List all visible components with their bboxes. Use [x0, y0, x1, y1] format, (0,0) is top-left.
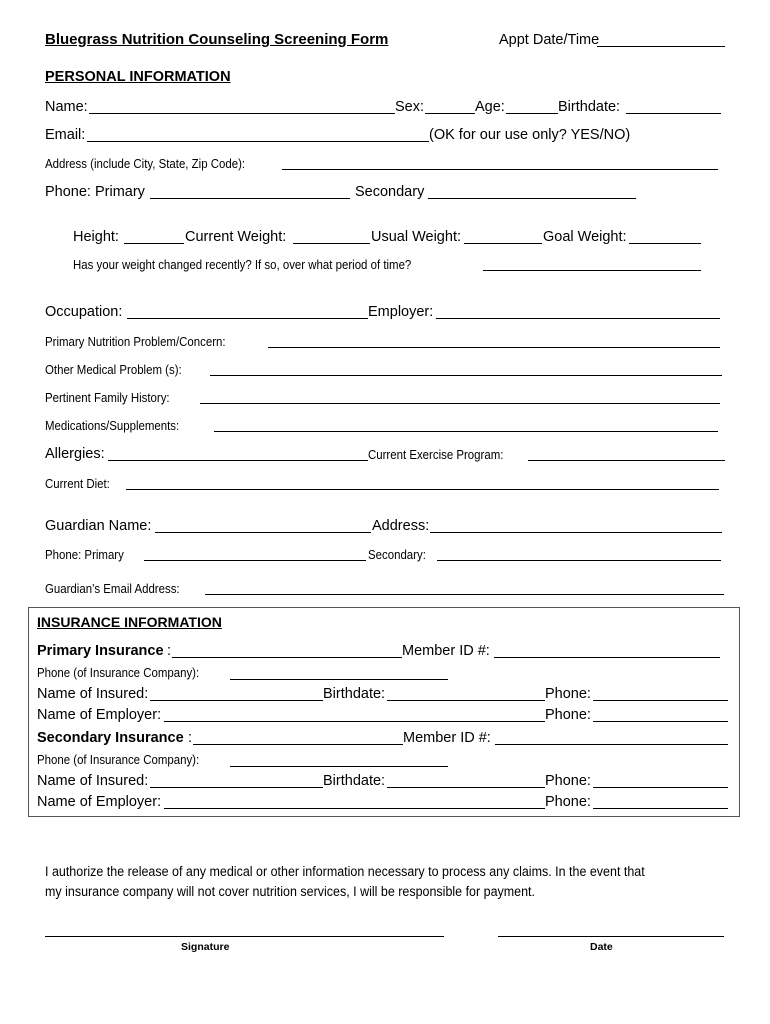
date-label: Date	[590, 941, 613, 953]
weight-changed-label: Has your weight changed recently? If so, over what period of time?	[73, 257, 412, 272]
appt-date-field[interactable]	[597, 46, 725, 47]
guardian-name-label: Guardian Name:	[45, 518, 152, 534]
primary-member-id-label: Member ID #:	[402, 643, 490, 659]
phone-secondary-field[interactable]	[428, 198, 636, 199]
email-label: Email:	[45, 127, 86, 143]
name-label: Name:	[45, 99, 88, 115]
primary-employer-phone-label: Phone:	[545, 707, 591, 723]
birthdate-field[interactable]	[626, 113, 721, 114]
allergies-label: Allergies:	[45, 446, 105, 462]
guardian-email-field[interactable]	[205, 594, 724, 595]
secondary-insured-name-field[interactable]	[150, 787, 323, 788]
personal-info-heading: PERSONAL INFORMATION	[45, 69, 231, 85]
guardian-secondary-field[interactable]	[437, 560, 721, 561]
secondary-insured-birthdate-field[interactable]	[387, 787, 545, 788]
phone-secondary-label: Secondary	[355, 184, 425, 200]
goal-weight-label: Goal Weight:	[543, 229, 627, 245]
primary-insured-phone-field[interactable]	[593, 700, 728, 701]
age-label: Age:	[475, 99, 505, 115]
secondary-employer-phone-field[interactable]	[593, 808, 728, 809]
guardian-email-label: Guardian’s Email Address:	[45, 581, 180, 596]
height-label: Height:	[73, 229, 119, 245]
weight-changed-field[interactable]	[483, 270, 701, 271]
current-weight-field[interactable]	[293, 243, 370, 244]
primary-insurance-label: Primary Insurance	[37, 643, 164, 659]
primary-insurance-colon: :	[167, 643, 172, 659]
primary-insured-name-label: Name of Insured:	[37, 686, 149, 702]
authorization-text-line-2: my insurance company will not cover nutrition services, I will be responsible for payment.	[45, 884, 536, 899]
current-diet-field[interactable]	[126, 489, 719, 490]
guardian-address-label: Address:	[372, 518, 430, 534]
allergies-field[interactable]	[108, 460, 368, 461]
primary-insured-birthdate-field[interactable]	[387, 700, 545, 701]
family-history-label: Pertinent Family History:	[45, 390, 170, 405]
current-weight-label: Current Weight:	[185, 229, 287, 245]
guardian-name-field[interactable]	[155, 532, 371, 533]
secondary-insured-birthdate-label: Birthdate:	[323, 773, 386, 789]
primary-employer-phone-field[interactable]	[593, 721, 728, 722]
date-field[interactable]	[498, 936, 724, 937]
insurance-heading: INSURANCE INFORMATION	[37, 614, 222, 630]
name-field[interactable]	[89, 113, 395, 114]
authorization-text-line-1: I authorize the release of any medical or other information necessary to process any claims. In the event that	[45, 864, 645, 879]
employer-field[interactable]	[436, 318, 720, 319]
form-title: Bluegrass Nutrition Counseling Screening Form	[45, 31, 389, 48]
secondary-member-id-label: Member ID #:	[403, 730, 491, 746]
age-field[interactable]	[506, 113, 558, 114]
phone-primary-label: Phone: Primary	[45, 184, 145, 200]
secondary-insured-phone-label: Phone:	[545, 773, 591, 789]
family-history-field[interactable]	[200, 403, 720, 404]
email-field[interactable]	[87, 141, 429, 142]
secondary-insurance-colon: :	[188, 730, 193, 746]
goal-weight-field[interactable]	[629, 243, 701, 244]
secondary-insured-phone-field[interactable]	[593, 787, 728, 788]
primary-employer-field[interactable]	[164, 721, 545, 722]
secondary-insured-name-label: Name of Insured:	[37, 773, 149, 789]
medications-label: Medications/Supplements:	[45, 418, 180, 433]
occupation-label: Occupation:	[45, 304, 123, 320]
medications-field[interactable]	[214, 431, 718, 432]
primary-insurance-field[interactable]	[172, 657, 402, 658]
other-medical-label: Other Medical Problem (s):	[45, 362, 182, 377]
usual-weight-label: Usual Weight:	[371, 229, 461, 245]
primary-insured-birthdate-label: Birthdate:	[323, 686, 386, 702]
primary-problem-field[interactable]	[268, 347, 720, 348]
secondary-insurance-label: Secondary Insurance	[37, 730, 184, 746]
guardian-phone-field[interactable]	[144, 560, 366, 561]
sex-label: Sex:	[395, 99, 425, 115]
phone-primary-field[interactable]	[150, 198, 350, 199]
guardian-address-field[interactable]	[430, 532, 722, 533]
email-ok-label: (OK for our use only? YES/NO)	[429, 127, 631, 143]
secondary-member-id-field[interactable]	[495, 744, 728, 745]
secondary-employer-field[interactable]	[164, 808, 545, 809]
secondary-employer-phone-label: Phone:	[545, 794, 591, 810]
secondary-insurance-field[interactable]	[193, 744, 403, 745]
primary-employer-label: Name of Employer:	[37, 707, 162, 723]
address-field[interactable]	[282, 169, 718, 170]
appt-date-label: Appt Date/Time	[499, 32, 600, 48]
primary-insurance-phone-label: Phone (of Insurance Company):	[37, 665, 200, 680]
address-label: Address (include City, State, Zip Code):	[45, 156, 246, 171]
primary-member-id-field[interactable]	[494, 657, 720, 658]
occupation-field[interactable]	[127, 318, 368, 319]
employer-label: Employer:	[368, 304, 434, 320]
usual-weight-field[interactable]	[464, 243, 542, 244]
exercise-label: Current Exercise Program:	[368, 447, 504, 462]
exercise-field[interactable]	[528, 460, 725, 461]
primary-problem-label: Primary Nutrition Problem/Concern:	[45, 334, 226, 349]
primary-insured-phone-label: Phone:	[545, 686, 591, 702]
other-medical-field[interactable]	[210, 375, 722, 376]
guardian-phone-label: Phone: Primary	[45, 547, 124, 562]
secondary-insurance-phone-field[interactable]	[230, 766, 448, 767]
current-diet-label: Current Diet:	[45, 476, 110, 491]
height-field[interactable]	[124, 243, 184, 244]
primary-insurance-phone-field[interactable]	[230, 679, 448, 680]
signature-label: Signature	[181, 941, 230, 953]
signature-field[interactable]	[45, 936, 444, 937]
secondary-employer-label: Name of Employer:	[37, 794, 162, 810]
guardian-secondary-label: Secondary:	[368, 547, 426, 562]
secondary-insurance-phone-label: Phone (of Insurance Company):	[37, 752, 200, 767]
sex-field[interactable]	[425, 113, 475, 114]
birthdate-label: Birthdate:	[558, 99, 621, 115]
primary-insured-name-field[interactable]	[150, 700, 323, 701]
